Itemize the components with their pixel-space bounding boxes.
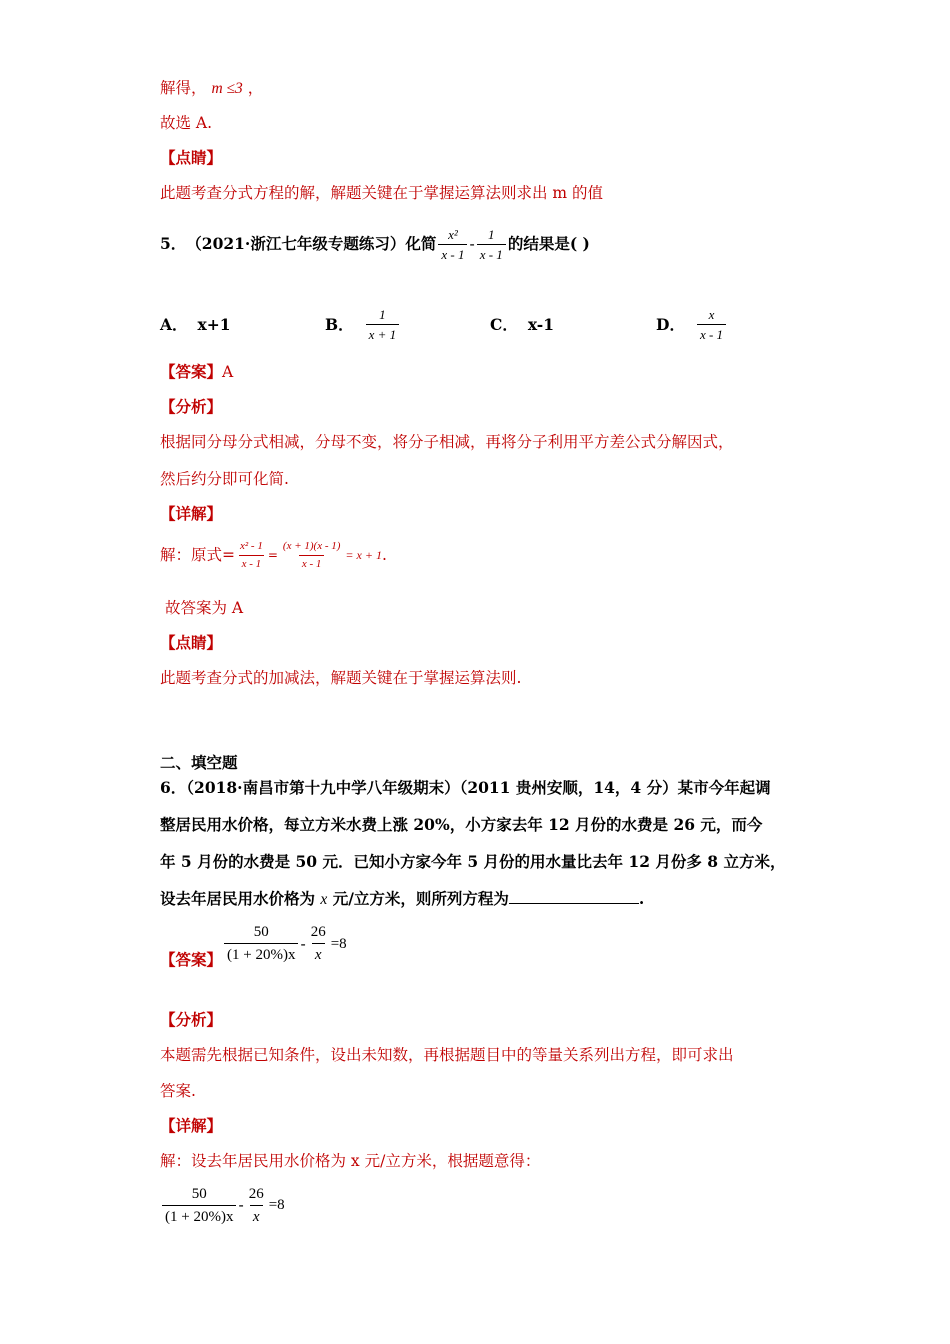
q6-detail-fraction-1 <box>162 1185 236 1226</box>
q6-ans-f1-den: (1 + 20%)x <box>224 943 298 964</box>
analysis-label-5: 【分析】 <box>160 397 223 416</box>
option-c-label: C． <box>490 315 518 334</box>
option-d <box>656 302 728 346</box>
q6-detail-f2-den: x <box>250 1205 263 1226</box>
q6-analysis-line1: 本题需先根据已知条件，设出未知数，再根据题目中的等量关系列出方程，即可求出 <box>160 1046 734 1064</box>
q6-detail-f1-den: (1 + 20%)x <box>162 1205 236 1226</box>
q5-number: 5． <box>160 234 187 253</box>
option-b-num: 1 <box>379 306 386 322</box>
solve-suffix: ， <box>247 79 264 97</box>
q6-ans-f2-den: x <box>312 943 325 964</box>
q6-detail-f1-num: 50 <box>191 1185 207 1202</box>
solve-line <box>160 78 263 99</box>
q5-conclusion: 故答案为 A <box>165 599 244 617</box>
q5-detail-result: = x + 1 <box>345 548 382 562</box>
q5-detail-fraction-1 <box>237 540 266 571</box>
option-d-fraction <box>697 307 726 342</box>
q5-analysis-line1: 根据同分母分式相减，分母不变，将分子相减，再将分子利用平方差公式分解因式， <box>160 433 734 451</box>
q6-line4-end: . <box>638 889 645 908</box>
q6-analysis-line2: 答案. <box>160 1082 196 1100</box>
q5-answer-line <box>160 362 233 382</box>
q6-detail-minus: - <box>238 1196 244 1214</box>
option-c-text: x-1 <box>527 314 555 334</box>
q6-answer-formula <box>222 923 347 964</box>
answer-label-5: 【答案】 <box>160 362 223 381</box>
q5-suffix: 的结果是( ) <box>507 234 590 253</box>
q5-detail-f1-den: x - 1 <box>239 555 265 571</box>
option-d-den: x - 1 <box>697 324 726 342</box>
q5-dianjing-text: 此题考查分式的加减法，解题关键在于掌握运算法则. <box>160 669 522 687</box>
dianjing-label-5: 【点睛】 <box>160 633 223 652</box>
solve-math: m ≤3 <box>211 80 243 97</box>
detail-label-5: 【详解】 <box>160 504 223 523</box>
q5-detail-f1-num: x² - 1 <box>240 539 263 552</box>
q5-source: （2021·浙江七年级专题练习）化简 <box>186 234 437 253</box>
q5-frac1-num: x² <box>448 226 458 242</box>
q5-detail-f2-den: x - 1 <box>299 555 325 571</box>
q5-detail-end: . <box>381 546 387 564</box>
option-b-fraction <box>366 307 400 342</box>
option-d-label: D． <box>656 315 685 334</box>
answer-label-6: 【答案】 <box>160 950 223 969</box>
q5-fraction-1 <box>438 227 467 262</box>
q5-frac2-num: 1 <box>488 226 495 242</box>
q6-answer-blank[interactable] <box>509 889 639 904</box>
q6-stem-line4 <box>160 889 644 910</box>
option-b-den: x + 1 <box>366 324 400 342</box>
section-title-fill-blank: 二、填空题 <box>160 753 238 772</box>
option-a-label: A． <box>160 315 188 334</box>
q6-answer-line <box>160 922 347 972</box>
q6-stem-line1: 6．（2018·南昌市第十九中学八年级期末）（2011 贵州安顺，14，4 分）某市今年起调 <box>160 778 771 797</box>
option-a-text: x+1 <box>197 314 231 334</box>
q6-line4-prefix: 设去年居民用水价格为 <box>160 889 316 908</box>
q5-frac2-den: x - 1 <box>477 244 506 262</box>
q6-detail-fraction-2 <box>246 1185 267 1226</box>
q6-line4-mid: 元/立方米，则所列方程为 <box>332 889 509 908</box>
q6-detail-eq: =8 <box>268 1197 285 1213</box>
q5-detail-f2-num: (x + 1)(x - 1) <box>282 539 341 552</box>
q6-detail-f2-num: 26 <box>248 1185 264 1202</box>
q6-detail-formula <box>160 1180 285 1230</box>
q6-ans-fraction-1 <box>224 923 298 964</box>
q5-detail-eq: = <box>267 548 278 562</box>
q5-minus: - <box>469 235 475 253</box>
q6-ans-f1-num: 50 <box>253 924 269 940</box>
q5-stem <box>160 222 590 266</box>
dianjing-label-1: 【点睛】 <box>160 148 223 167</box>
q5-analysis-line2: 然后约分即可化简. <box>160 470 289 488</box>
option-d-num: x <box>708 306 715 322</box>
option-b <box>325 302 401 346</box>
option-b-label: B． <box>325 315 354 334</box>
q5-detail-fraction-2 <box>280 540 344 571</box>
q6-stem-line3: 年 5 月份的水费是 50 元．已知小方家今年 5 月份的用水量比去年 12 月份多 8 立方米， <box>160 852 786 871</box>
q5-detail-line <box>160 532 387 578</box>
q6-line4-var: x <box>320 891 328 908</box>
q6-ans-fraction-2 <box>308 923 329 964</box>
q6-ans-f2-num: 26 <box>310 924 326 940</box>
q5-answer: A <box>222 363 234 381</box>
option-c <box>490 313 554 335</box>
q6-ans-eq: =8 <box>330 935 347 952</box>
q5-fraction-2 <box>477 227 506 262</box>
analysis-label-6: 【分析】 <box>160 1010 223 1029</box>
q5-frac1-den: x - 1 <box>438 244 467 262</box>
q6-detail-line: 解：设去年居民用水价格为 x 元/立方米，根据题意得： <box>160 1152 541 1170</box>
dianjing-text-1: 此题考查分式方程的解，解题关键在于掌握运算法则求出 m 的值 <box>160 184 604 202</box>
q6-stem-line2: 整居民用水价格，每立方米水费上涨 20%，小方家去年 12 月份的水费是 26 元，而今 <box>160 815 763 834</box>
option-a <box>160 313 231 335</box>
choose-line: 故选 A. <box>160 114 213 132</box>
q5-detail-prefix: 解：原式= <box>160 546 235 564</box>
solve-prefix: 解得， <box>160 79 207 97</box>
q6-ans-minus: - <box>300 934 306 953</box>
detail-label-6: 【详解】 <box>160 1116 223 1135</box>
